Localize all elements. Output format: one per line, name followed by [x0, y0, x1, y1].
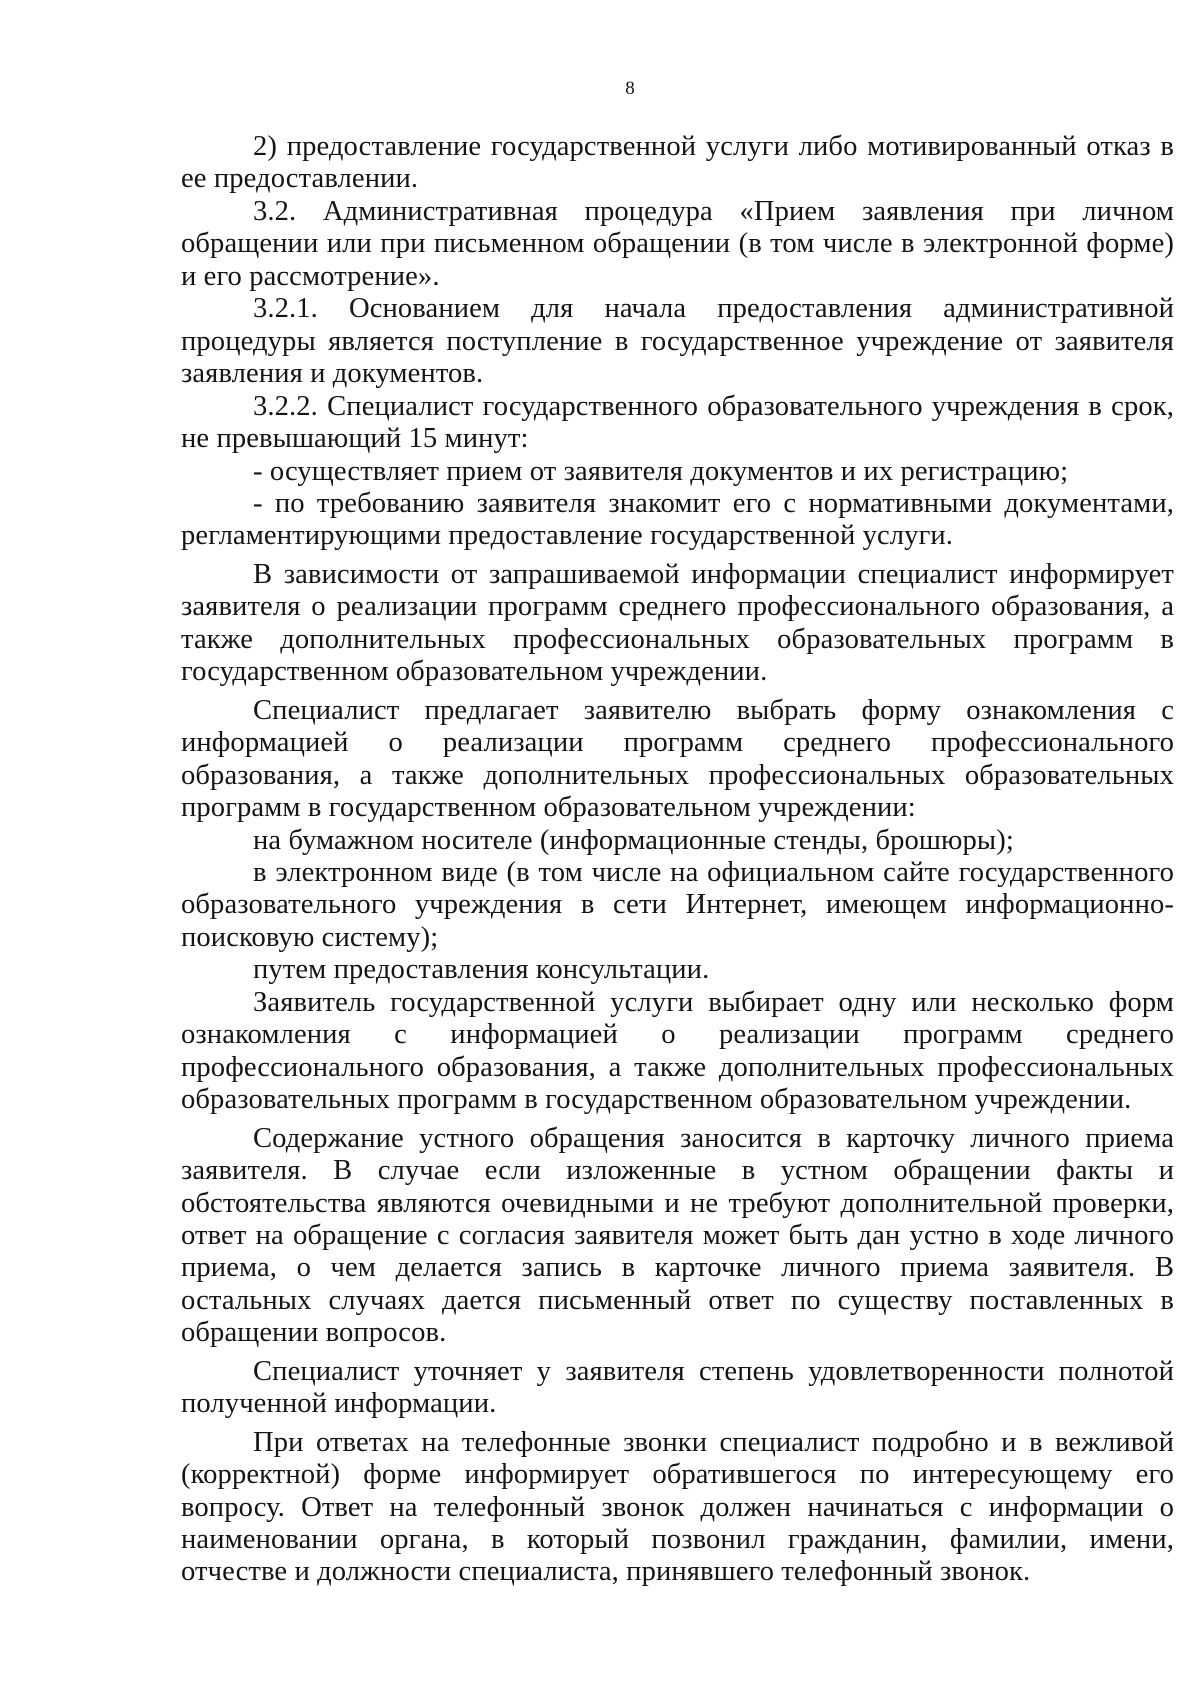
paragraph-3-2-1: 3.2.1. Основанием для начала предоставления административной процедуры является поступление в государственное учреждение от заявителя заявления и документов.: [181, 293, 1174, 390]
paragraph-informs: В зависимости от запрашиваемой информации специалист информирует заявителя о реализации программ среднего профессионального образования, а также дополнительных профессиональных образовательных программ в государственном образовательном учреждении.: [181, 558, 1174, 688]
list-item-paper: на бумажном носителе (информационные стенды, брошюры);: [253, 824, 1014, 856]
list-item-acquaint: - по требованию заявителя знакомит его с нормативными документами, регламентирующими предоставление государственной услуги.: [181, 487, 1174, 552]
paragraph-offers-form: Специалист предлагает заявителю выбрать форму ознакомления с информацией о реализации программ среднего профессионального образования, а также дополнительных профессиональных образовательных программ в государственном образовательном учреждении:: [181, 694, 1174, 824]
list-item-reception: - осуществляет прием от заявителя документов и их регистрацию;: [253, 455, 1069, 487]
page-number: 8: [625, 78, 635, 99]
list-item-electronic: в электронном виде (в том числе на официальном сайте государственного образовательного учреждения в сети Интернет, имеющем информационно-поисковую систему);: [181, 856, 1174, 953]
document-body: [181, 131, 1174, 1589]
paragraph-item-2: 2) предоставление государственной услуги либо мотивированный отказ в ее предоставлении.: [181, 131, 1174, 195]
paragraph-3-2-2: 3.2.2. Специалист государственного образовательного учреждения в срок, не превышающий 15 минут:: [181, 390, 1174, 455]
paragraph-3-2: 3.2. Административная процедура «Прием заявления при личном обращении или при письменном обращении (в том числе в электронной форме) и его рассмотрение».: [181, 195, 1174, 292]
paragraph-phone-calls: При ответах на телефонные звонки специалист подробно и в вежливой (корректной) форме информирует обратившегося по интересующему его вопросу. Ответ на телефонный звонок должен начинаться с информации о наименовании органа, в который позвонил гражданин, фамилии, имени, отчестве и должности специалиста, принявшего телефонный звонок.: [181, 1426, 1174, 1588]
paragraph-satisfaction: Специалист уточняет у заявителя степень удовлетворенности полнотой полученной информации.: [181, 1355, 1174, 1420]
paragraph-applicant-chooses: Заявитель государственной услуги выбирает одну или несколько форм ознакомления с информацией о реализации программ среднего профессионального образования, а также дополнительных профессиональных образовательных программ в государственном образовательном учреждении.: [181, 986, 1174, 1116]
paragraph-oral-appeal: Содержание устного обращения заносится в карточку личного приема заявителя. В случае если изложенные в устном обращении факты и обстоятельства являются очевидными и не требуют дополнительной проверки, ответ на обращение с согласия заявителя может быть дан устно в ходе личного приема, о чем делается запись в карточке личного приема заявителя. В остальных случаях дается письменный ответ по существу поставленных в обращении вопросов.: [181, 1122, 1174, 1349]
list-item-consultation: путем предоставления консультации.: [253, 954, 710, 986]
